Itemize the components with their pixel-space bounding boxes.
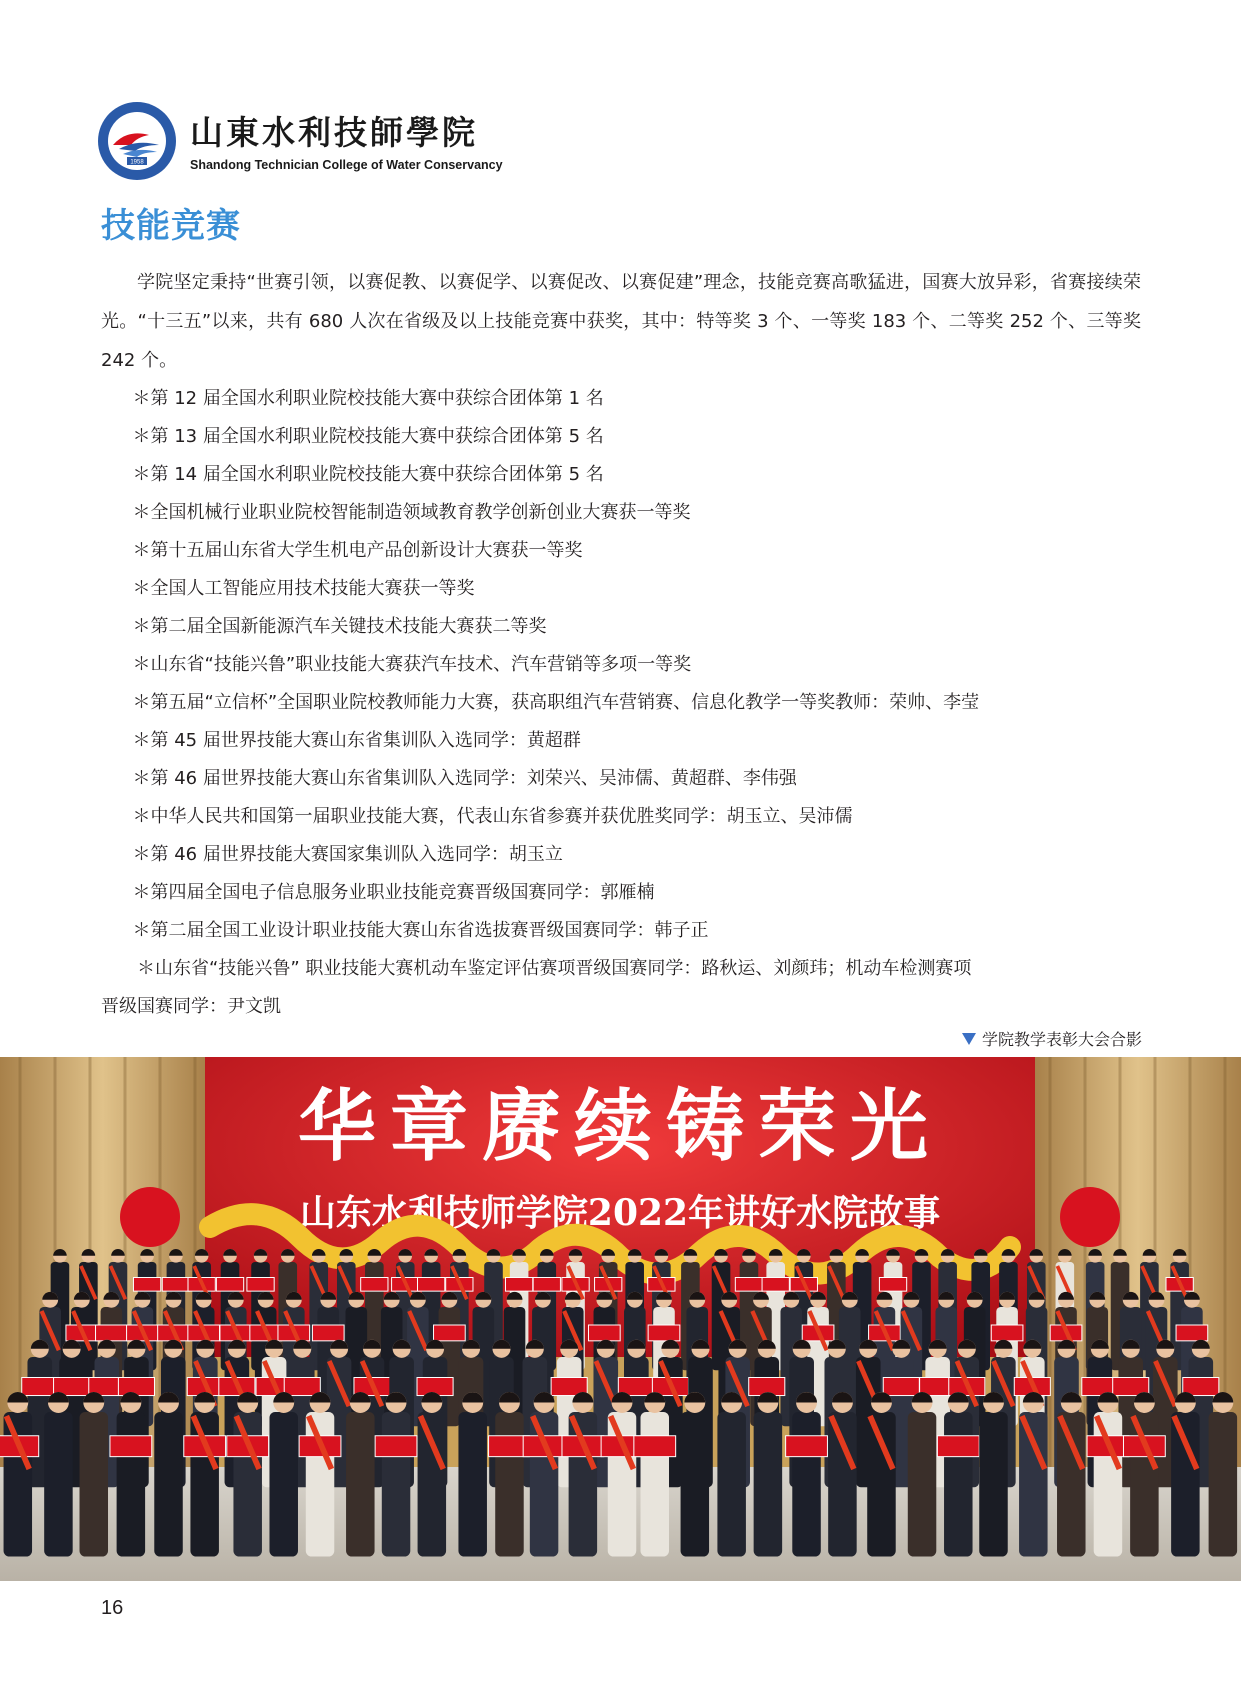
- group-photo-illustration: [0, 1057, 1241, 1581]
- award-certificate: [418, 1278, 445, 1292]
- award-item: ＊山东省“技能兴鲁”职业技能大赛获汽车技术、汽车营销等多项一等奖: [132, 654, 692, 675]
- award-certificate: [648, 1325, 680, 1341]
- award-certificate: [505, 1278, 532, 1292]
- banner-subtitle: 山东水利技师学院2022年讲好水院故事: [299, 1192, 941, 1234]
- section-title: 技能竞赛: [101, 206, 241, 246]
- award-certificate: [991, 1325, 1023, 1341]
- person-figure: [269, 1412, 298, 1557]
- person-figure: [117, 1412, 145, 1557]
- award-item: ＊第 12 届全国水利职业院校技能大赛中获综合团体第 1 名: [132, 388, 604, 409]
- seal-year: 1958: [130, 159, 144, 166]
- college-name-chinese: 山東水利技師學院: [190, 113, 478, 152]
- lion-head-right: [1060, 1187, 1120, 1247]
- award-item-multiline: [101, 950, 1141, 1026]
- triangle-down-icon: [962, 1033, 976, 1045]
- award-certificate: [786, 1436, 828, 1457]
- award-certificate: [133, 1278, 160, 1292]
- person-figure: [828, 1412, 857, 1557]
- award-item: ＊第 14 届全国水利职业院校技能大赛中获综合团体第 5 名: [132, 464, 604, 485]
- award-certificate: [118, 1378, 154, 1396]
- award-certificate: [735, 1278, 762, 1292]
- award-certificate: [247, 1278, 274, 1292]
- award-certificate: [216, 1278, 243, 1292]
- person-figure: [44, 1412, 73, 1557]
- award-item: ＊全国机械行业职业院校智能制造领域教育教学创新创业大赛获一等奖: [132, 502, 691, 523]
- award-certificate: [22, 1378, 58, 1396]
- award-certificate: [879, 1278, 906, 1292]
- award-certificate: [434, 1325, 466, 1341]
- award-item: ＊第 46 届世界技能大赛山东省集训队入选同学：刘荣兴、吴沛儒、黄超群、李伟强: [132, 768, 797, 789]
- award-item: ＊全国人工智能应用技术技能大赛获一等奖: [132, 578, 475, 599]
- award-item: ＊第 45 届世界技能大赛山东省集训队入选同学：黄超群: [132, 730, 581, 751]
- person-figure: [717, 1412, 746, 1557]
- award-item: ＊第四届全国电子信息服务业职业技能竞赛晋级国赛同学：郭雁楠: [132, 882, 655, 903]
- award-certificate: [883, 1378, 919, 1396]
- person-figure: [190, 1412, 219, 1557]
- person-figure: [306, 1412, 335, 1557]
- person-figure: [495, 1412, 524, 1557]
- award-item: ＊第二届全国新能源汽车关键技术技能大赛获二等奖: [132, 616, 547, 637]
- person-figure: [944, 1412, 973, 1557]
- award-line: 晋级国赛同学：尹文凯: [101, 996, 281, 1017]
- person-figure: [530, 1412, 559, 1557]
- banner-title: 华章赓续铸荣光: [297, 1081, 943, 1172]
- person-figure: [1130, 1412, 1159, 1557]
- photo-caption: [962, 1027, 1142, 1050]
- award-item: ＊第二届全国工业设计职业技能大赛山东省选拔赛晋级国赛同学：韩子正: [132, 920, 709, 941]
- award-certificate: [533, 1278, 560, 1292]
- award-item: ＊第十五届山东省大学生机电产品创新设计大赛获一等奖: [132, 540, 583, 561]
- person-figure: [346, 1412, 375, 1557]
- person-figure: [1171, 1412, 1200, 1557]
- person-figure: [382, 1412, 411, 1557]
- person-figure: [754, 1412, 783, 1557]
- award-certificate: [284, 1378, 320, 1396]
- award-certificate: [588, 1325, 620, 1341]
- person-figure: [908, 1412, 937, 1557]
- award-certificate: [375, 1436, 417, 1457]
- college-seal-logo: [97, 101, 177, 181]
- award-certificate: [96, 1325, 128, 1341]
- person-figure: [154, 1412, 183, 1557]
- photo-caption-text: 学院教学表彰大会合影: [981, 1030, 1142, 1049]
- award-certificate: [634, 1436, 676, 1457]
- person-figure: [233, 1412, 261, 1557]
- award-item: ＊第 13 届全国水利职业院校技能大赛中获综合团体第 5 名: [132, 426, 604, 447]
- college-header: [97, 101, 537, 181]
- award-item: ＊第 46 届世界技能大赛国家集训队入选同学：胡玉立: [132, 844, 563, 865]
- awards-list: [101, 380, 1141, 1026]
- person-figure: [608, 1412, 637, 1557]
- lion-head-left: [120, 1187, 180, 1247]
- group-photo: [0, 1057, 1241, 1581]
- award-line: ＊山东省“技能兴鲁” 职业技能大赛机动车鉴定评估赛项晋级国赛同学：路秋运、刘颜玮；机动车检测赛项: [137, 958, 972, 979]
- page-number: 16: [101, 1597, 124, 1619]
- person-figure: [867, 1412, 896, 1557]
- award-certificate: [361, 1278, 388, 1292]
- person-figure: [641, 1412, 670, 1557]
- award-certificate: [937, 1436, 979, 1457]
- person-figure: [681, 1412, 710, 1557]
- person-figure: [569, 1412, 598, 1557]
- person-figure: [1209, 1412, 1238, 1557]
- award-certificate: [1176, 1325, 1208, 1341]
- award-certificate: [110, 1436, 152, 1457]
- college-name-english: Shandong Technician College of Water Conservancy: [190, 158, 503, 172]
- award-item: ＊中华人民共和国第一届职业技能大赛，代表山东省参赛并获优胜奖同学：胡玉立、吴沛儒: [132, 806, 853, 827]
- intro-paragraph: 学院坚定秉持“世赛引领，以赛促教、以赛促学、以赛促改、以赛促建”理念，技能竞赛高歌猛进，国赛大放异彩，省赛接续荣光。“十三五”以来，共有 680 人次在省级及以上技能竞赛中获奖，其中：特等奖 3 个、一等奖 183 个、二等奖 252 个、三等奖 242 个。: [101, 272, 1141, 371]
- person-figure: [80, 1412, 109, 1557]
- award-certificate: [312, 1325, 344, 1341]
- person-figure: [792, 1412, 821, 1557]
- person-figure: [4, 1412, 33, 1557]
- person-figure: [1057, 1412, 1086, 1557]
- award-item: ＊第五届“立信杯”全国职业院校教师能力大赛，获高职组汽车营销赛、信息化教学一等奖教师：荣帅、李莹: [132, 692, 980, 713]
- person-figure: [1094, 1412, 1123, 1557]
- award-certificate: [162, 1278, 189, 1292]
- person-figure: [979, 1412, 1008, 1557]
- award-certificate: [762, 1278, 789, 1292]
- person-figure: [418, 1412, 447, 1557]
- person-figure: [458, 1412, 487, 1557]
- person-figure: [1019, 1412, 1047, 1557]
